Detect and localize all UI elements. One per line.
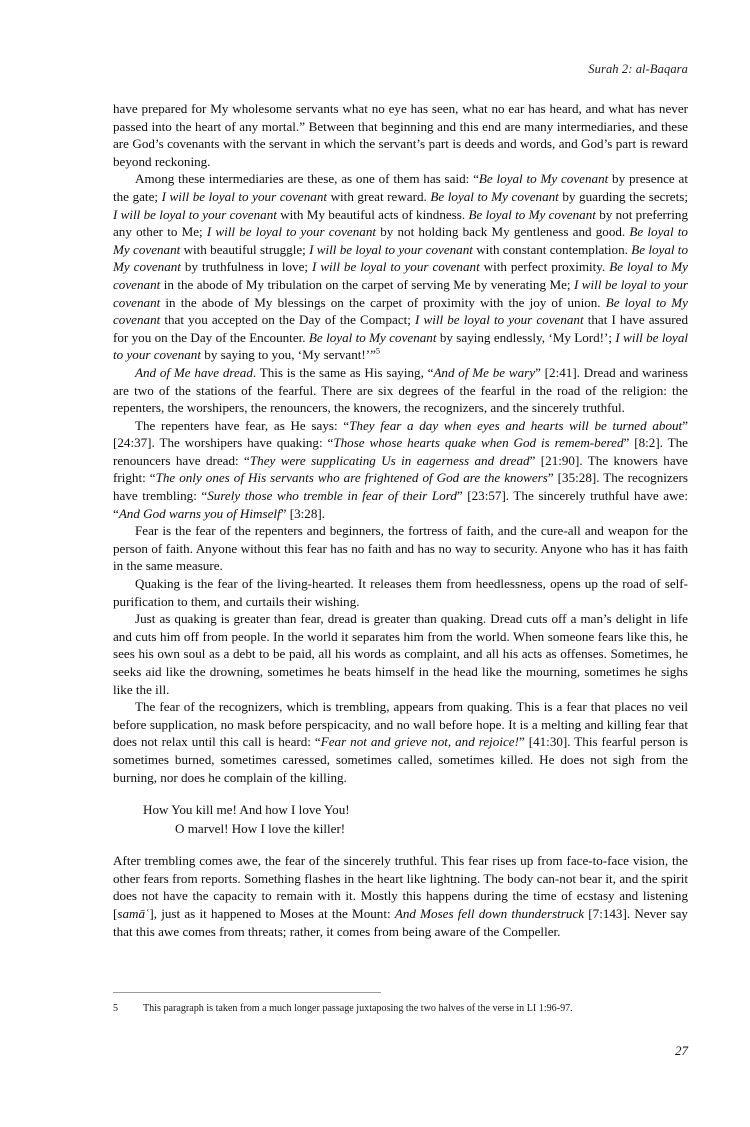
text-run: by saying endlessly, ‘My Lord!’; (436, 329, 616, 345)
italic-run: Be loyal to My covenant (430, 188, 559, 204)
italic-run: Be loyal to My covenant (468, 206, 596, 222)
footnote-area (113, 992, 688, 1016)
italic-run: Be loyal to My covenant (113, 241, 688, 275)
text-run: in the abode of My blessings on the carpet of proximity with the joy of union. (160, 294, 606, 310)
text-run: ” [21:90]. The knowers have fright: “ (113, 452, 688, 486)
text-run: by saying to you, ‘My servant!’” (201, 347, 376, 363)
verse-quotation (113, 801, 688, 838)
text-run: by not holding back My gentleness and good. (376, 224, 630, 240)
footnote-marker: 5 (375, 346, 381, 356)
footnote-text: This paragraph is taken from a much longer passage juxtaposing the two halves of the verse in LI 1:96-97. (143, 1003, 573, 1014)
text-run: After trembling comes awe, the fear of the sincerely truthful. This fear rises up from face-to-face vision, the other fears from reports. Something flashes in the heart like lightning. The body can-not bear it, and the spirit does not have the capacity to remain with it. Mostly this happens during the time of ecstasy and listening [ (113, 853, 688, 921)
paragraph-3 (113, 364, 688, 417)
text-run: with perfect proximity. (479, 259, 610, 275)
text-run: Fear is the fear of the repenters and beginners, the fortress of faith, and the cure-all and weapon for the person of faith. Anyone without this fear has no faith and has no way to security. Anyone who has it has faith in the same measure. (113, 523, 688, 574)
italic-run: And Moses fell down thunderstruck (394, 905, 585, 921)
italic-run: I will be loyal to your covenant (312, 259, 480, 275)
italic-run: I will be loyal to your covenant (309, 241, 473, 257)
italic-run: I will be loyal to your covenant (113, 206, 277, 222)
text-run: ” [24:37]. The worshipers have quaking: “ (113, 417, 688, 451)
text-run: with My beautiful acts of kindness. (276, 206, 469, 222)
paragraph-4 (113, 417, 688, 523)
text-run: Among these intermediaries are these, as one of them has said: “ (135, 171, 479, 187)
page-number: 27 (675, 1043, 688, 1058)
text-run: by presence at the gate; (113, 171, 688, 204)
text-run: . This is the same as His saying, “ (252, 364, 434, 380)
text-run: that I have assured for you on the Day of the Encounter. (113, 312, 688, 345)
text-run: by truthfulness in love; (180, 259, 312, 275)
italic-run: I will be loyal to your covenant (161, 188, 328, 204)
text-run: in the abode of My tribulation on the carpet of serving Me by venerating Me; (160, 276, 574, 292)
italic-run: The only ones of His servants who are frightened of God are the knowers (155, 470, 548, 486)
italic-run: And of Me have dread (135, 364, 253, 380)
text-run: Quaking is the fear of the living-hearted. It releases them from heedlessness, opens up the road of self-purification to them, and curtails their wishing. (113, 576, 688, 609)
italic-run: I will be loyal to your covenant (113, 329, 689, 363)
running-head: Surah 2: al-Baqara (588, 62, 688, 76)
italic-run: samāʿ (117, 905, 150, 921)
text-run: ” [3:28]. (280, 505, 326, 521)
text-run: have prepared for My wholesome servants what no eye has seen, what no ear has heard, and what has never passed into the heart of any mortal.” Between that beginning and this end are many intermediaries, and these are God’s covenants with the servant in which the servant’s part is deeds and words, and God’s part is reward beyond reckoning. (113, 101, 688, 169)
paragraph-8 (113, 698, 688, 786)
text-run: by not preferring any other to Me; (113, 206, 689, 240)
text-run: ” [35:28]. The recognizers have trembling: “ (113, 470, 688, 504)
italic-run: Be loyal to My covenant (308, 329, 437, 345)
text-run: The repenters have fear, as He says: “ (135, 417, 350, 433)
footnote-separator-rule (113, 992, 381, 993)
italic-run: And God warns you of Himself (118, 505, 281, 521)
footnote-5 (113, 1002, 688, 1016)
text-run: The fear of the recognizers, which is trembling, appears from quaking. This is a fear that places no veil before supplication, no mask before perspicacity, and no wall before hope. It is a melting and killing fear that does not relax until this call is heard: “ (113, 699, 688, 750)
text-run: [7:143]. Never say that this awe comes from threats; rather, it comes from being aware of the Compeller. (113, 905, 688, 939)
paragraph-1 (113, 100, 688, 170)
body-text-block (113, 100, 688, 940)
verse-line-1: How You kill me! And how I love You! (143, 802, 350, 818)
paragraph-9 (113, 852, 688, 940)
paragraph-6 (113, 575, 688, 610)
italic-run: Be loyal to My covenant (113, 259, 688, 292)
text-run: ” [23:57]. The sincerely truthful have awe: “ (113, 488, 688, 521)
italic-run: They fear a day when eyes and hearts will be turned about (349, 417, 683, 433)
text-run: that you accepted on the Day of the Compact; (160, 312, 416, 328)
text-run: with constant contemplation. (472, 241, 632, 257)
italic-run: Be loyal to My covenant (478, 171, 609, 187)
italic-run: And of Me be wary (433, 364, 536, 380)
italic-run: They were supplicating Us in eagerness and dread (249, 452, 530, 468)
text-run: with great reward. (327, 188, 431, 204)
italic-run: Surely those who tremble in fear of their Lord (207, 488, 457, 504)
text-run: Just as quaking is greater than fear, dread is greater than quaking. Dread cuts off a man’s delight in life and cuts him off from people. In the world it separates him from the world. When someone fears like this, he sees his own soul as a debt to be paid, all his words as complaint, and all his acts as offenses. Sometimes, he seeks aid like the drowning, sometimes he beats himself in the head like the mourning, sometimes he sighs like the ill. (113, 611, 688, 697)
text-run: ” [8:2]. The renouncers have dread: “ (113, 435, 688, 468)
italic-run: Those whose hearts quake when God is remem-bered (333, 435, 624, 451)
italic-run: I will be loyal to your covenant (113, 276, 688, 310)
footnote-number: 5 (113, 1003, 119, 1014)
italic-run: Be loyal to My covenant (113, 224, 688, 257)
italic-run: Fear not and grieve not, and rejoice! (320, 734, 519, 750)
verse-line-2: O marvel! How I love the killer! (175, 820, 346, 836)
italic-run: Be loyal to My covenant (113, 294, 688, 328)
paragraph-7 (113, 610, 688, 698)
text-run: with beautiful struggle; (180, 241, 310, 257)
text-run: ], just as it happened to Moses at the Mount: (149, 905, 395, 921)
paragraph-5 (113, 522, 688, 575)
italic-run: I will be loyal to your covenant (206, 224, 377, 240)
text-run: ” [41:30]. This fearful person is sometimes burned, sometimes caressed, sometimes called, sometimes killed. He does not sigh from the burning, nor does he complain of the killing. (113, 734, 688, 785)
text-run: ” [2:41]. Dread and wariness are two of the stations of the fearful. There are six degrees of the fearful in the road of the religion: the repenters, the worshipers, the renouncers, the knowers, the recognizers, and the sincerely truthful. (113, 364, 688, 416)
italic-run: I will be loyal to your covenant (415, 312, 584, 328)
paragraph-2 (113, 170, 688, 364)
text-run: by guarding the secrets; (558, 188, 688, 204)
